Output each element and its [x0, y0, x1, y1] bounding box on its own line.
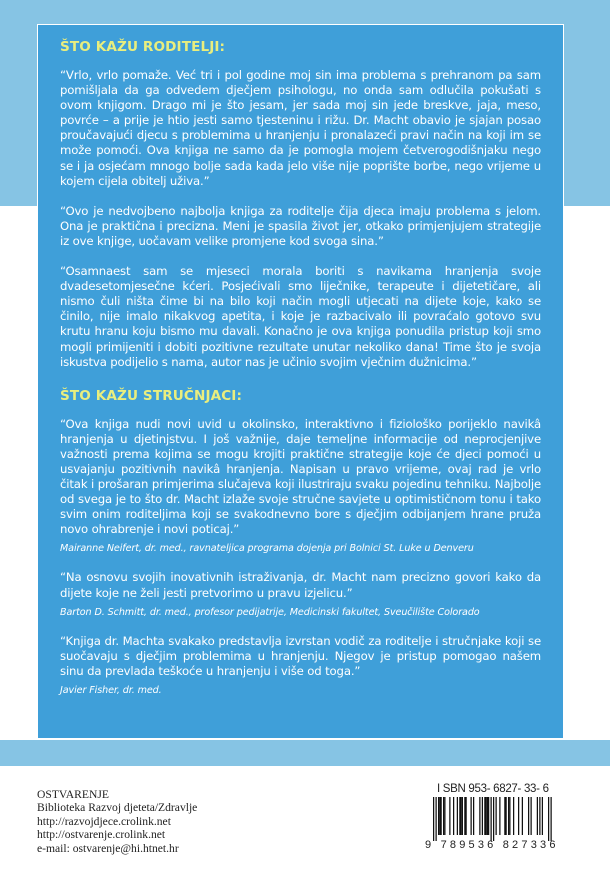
barcode-bar	[459, 797, 460, 835]
publisher-url-1[interactable]: http://razvojdjece.crolink.net	[37, 814, 171, 828]
expert-author: Javier Fisher, dr. med.	[60, 684, 162, 696]
barcode-bar	[457, 797, 458, 835]
barcode-bar	[473, 797, 474, 835]
barcode-bar	[531, 797, 532, 835]
barcode-bar	[444, 797, 445, 835]
barcode-bar	[453, 797, 454, 835]
barcode-bar	[491, 797, 492, 841]
parents-heading: ŠTO KAŽU RODITELJI:	[60, 39, 226, 55]
publisher-name: OSTVARENJE	[37, 788, 109, 801]
isbn-label: I SBN 953- 6827- 33- 6	[437, 783, 549, 795]
barcode-bar	[487, 797, 488, 835]
barcode-bar	[441, 797, 442, 835]
barcode-bar	[528, 797, 529, 835]
barcode-bar	[449, 797, 450, 835]
barcode-bar	[504, 797, 505, 835]
barcode-bar	[537, 797, 538, 835]
publisher-url-2[interactable]: http://ostvarenje.crolink.net	[37, 828, 166, 842]
publisher-email[interactable]: e-mail: ostvarenje@hi.htnet.hr	[37, 841, 179, 855]
parent-quote: “Vrlo, vrlo pomaže. Već tri i pol godine moj sin ima problema s prehranom pa sam pomišljala da ga odvedem dječjem psihologu, no onda sam odlučila pokušati s ovom knjigom. Drago mi je što jesam, jer sada moj sin jede breskve, jaja, meso, povrće – a prije je htio jesti samo tjesteninu i rižu. Dr. Macht obavio je sjajan posao proučavajući djecu s problemima u hranjenju i pronalazeći pravi način na koji im se može pomoći. Ova knjiga ne samo da je pomogla mojem četverogodišnjaku nego se i ja osjećam mnogo bolje sada kada jelo više nije poprište borbe, nego vrijeme u kojem cijela obitelj uživa.”	[60, 68, 541, 188]
barcode-bar	[438, 797, 439, 835]
barcode-bar	[436, 797, 437, 841]
barcode-bar	[466, 797, 467, 835]
barcode-bar	[486, 797, 487, 835]
barcode-bar	[506, 797, 507, 835]
barcode-bar	[464, 797, 465, 835]
bottom-color-band	[0, 740, 610, 766]
barcode-bar	[509, 797, 510, 835]
isbn-barcode-block	[425, 783, 565, 851]
publisher-info	[37, 788, 197, 855]
barcode-bar	[508, 797, 509, 835]
expert-author: Mairanne Neifert, dr. med., ravnateljica programa dojenja pri Bolnici St. Luke u Denveru	[60, 543, 474, 555]
barcode-bar	[513, 797, 514, 835]
barcode-bar	[471, 797, 472, 835]
expert-quote: “Knjiga dr. Machta svakako predstavlja izvrstan vodič za roditelje i stručnjake koji se suočavaju s dječjim problemima u hranjenju. Njegov je pristup pomogao našem sinu da prevlada teškoće u hranjenju i više od toga.”	[60, 633, 541, 678]
barcode-bar	[484, 797, 485, 835]
parent-quote: “Ovo je nedvojbeno najbolja knjiga za roditelje čija djeca imaju problema s jelom. Ona je praktična i precizna. Meni je spasila život jer, otkako primjenjujem strategije iz ove knjige, uočavam velike promjene kod svoga sina.”	[60, 203, 541, 248]
parent-quote: “Osamnaest sam se mjeseci morala boriti s navikama hranjenja svoje dvadesetomjesečne kćeri. Posjećivali smo liječnike, terapeute i dijetetičare, ali nismo čuli ništa čime bi na bilo koji način mogli utjecati na dijete koje, kako se činilo, nije imalo nikakvog apetita, i koje je razbacivalo ili povraćalo gotovo svu krutu hranu koju bismo mu davali. Konačno je ova knjiga ponudila pristup koji smo mogli primijeniti i dobiti pozitivne rezultate unutar nekoliko dana! Time što je svoja iskustva podijelio s nama, autor nas je učinio svojim vječnim dužnicima.”	[60, 264, 541, 369]
expert-quote: “Na osnovu svojih inovativnih istraživanja, dr. Macht nam precizno govori kako da dijete koje ne želi jesti pretvorimo u pravu izjelicu.”	[60, 570, 541, 600]
barcode-bar	[539, 797, 540, 835]
expert-author: Barton D. Schmitt, dr. med., profesor pedijatrije, Medicinski fakultet, Sveučilište Colorado	[60, 606, 480, 618]
barcode-bar	[461, 797, 462, 835]
barcode	[425, 797, 555, 841]
barcode-bar	[518, 797, 519, 835]
publisher-series: Biblioteka Razvoj djeteta/Zdravlje	[37, 801, 198, 815]
barcode-bar	[439, 797, 440, 835]
barcode-bar	[496, 797, 497, 835]
barcode-bar	[462, 797, 463, 835]
barcode-bar	[443, 797, 444, 835]
ean-digits: 9 789536 827336	[425, 839, 559, 851]
barcode-bar	[499, 797, 500, 835]
barcode-bar	[488, 797, 489, 835]
barcode-bar	[479, 797, 480, 835]
barcode-bar	[433, 797, 434, 841]
barcode-bar	[548, 797, 549, 841]
testimonials-panel	[37, 24, 564, 738]
barcode-bar	[542, 797, 543, 835]
experts-heading: ŠTO KAŽU STRUČNJACI:	[60, 387, 243, 404]
expert-quote: “Ova knjiga nudi novi uvid u okolinsko, interaktivno i fiziološko porijeklo navikâ hranjenja u djetinjstvu. I još važnije, daje temeljne informacije od neprocjenjive važnosti prema kojima se mogu krojiti praktične strategije koje će djeci pomoći u usvajanju pozitivnih navikâ hranjenja. Napisan u pravo vrijeme, ovaj rad je vrlo čitak i prošaran primjerima slučajeva koji ilustriraju svaku pojedinu tehniku. Najbolje od svega je to što dr. Macht izlaže svoje stručne savjete u optimističnom tonu i tako svim onim roditeljima koji se svakodnevno bore s dječjim odbijanjem hrane pruža novo ohrabrenje i novi poticaj.”	[60, 416, 541, 537]
barcode-bar	[482, 797, 483, 835]
barcode-bar	[551, 797, 552, 841]
barcode-bar	[493, 797, 494, 841]
barcode-bar	[522, 797, 523, 835]
